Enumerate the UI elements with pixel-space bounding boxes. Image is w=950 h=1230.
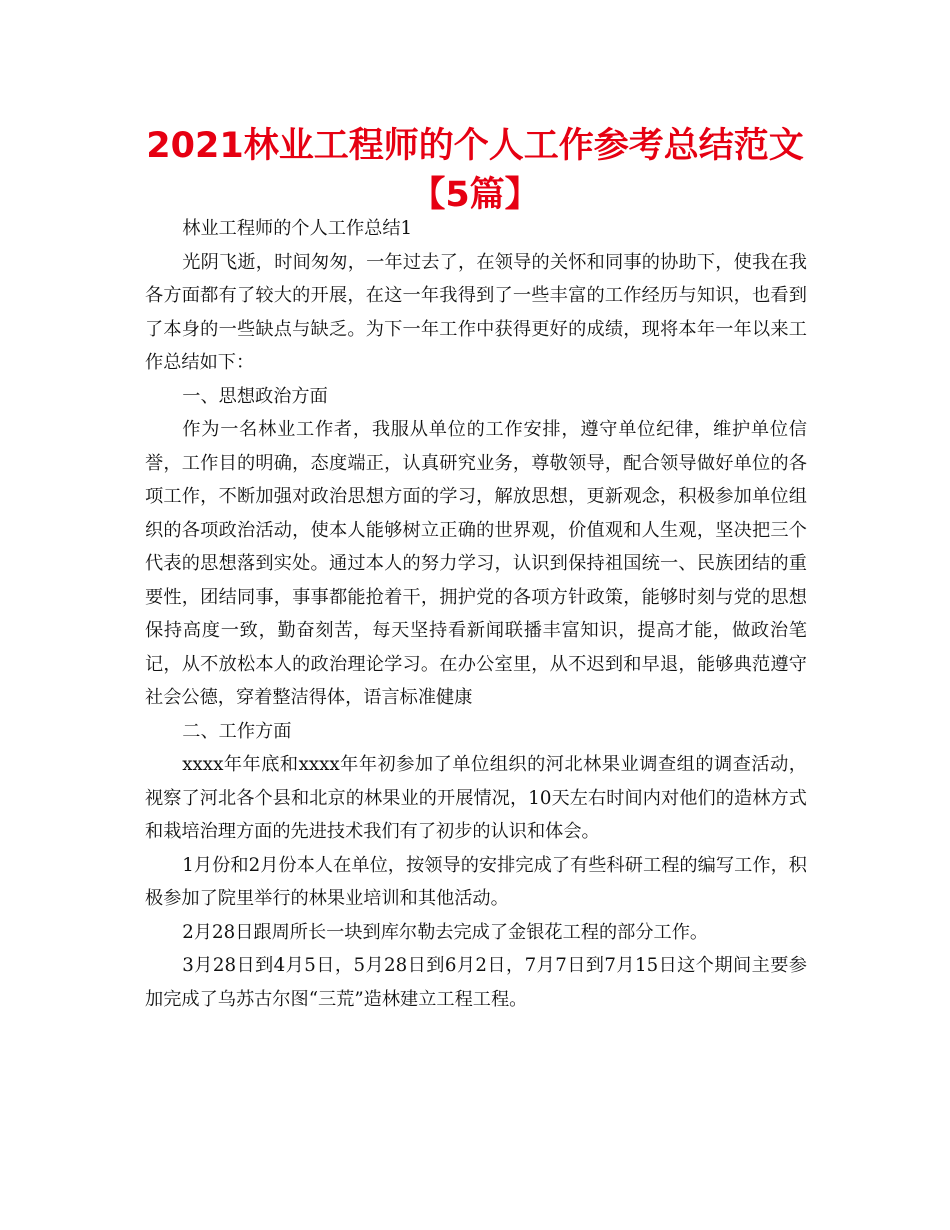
body-paragraph: xxxx年年底和xxxx年年初参加了单位组织的河北林果业调查组的调查活动，视察了河北各个县和北京的林果业的开展情况，10天左右时间内对他们的造林方式和栽培治理方面的先进技术我们有了初步的认识和体会。 bbox=[145, 754, 807, 842]
section-heading: 林业工程师的个人工作总结1 bbox=[182, 218, 413, 239]
section-heading: 二、工作方面 bbox=[182, 720, 292, 742]
body-paragraph: 光阴飞逝，时间匆匆，一年过去了，在领导的关怀和同事的协助下，使我在我各方面都有了较大的开展，在这一年我得到了一些丰富的工作经历与知识，也看到了本身的一些缺点与缺乏。为下一年工作中获得更好的成绩，现将本年一年以来工作总结如下： bbox=[145, 251, 807, 373]
body-paragraph: 1月份和2月份本人在单位，按领导的安排完成了有些科研工程的编写工作，积极参加了院里举行的林果业培训和其他活动。 bbox=[145, 854, 807, 909]
body-paragraph: 3月28日到4月5日，5月28日到6月2日，7月7日到7月15日这个期间主要参加完成了乌苏古尔图“三荒”造林建立工程工程。 bbox=[145, 955, 807, 1010]
document-title: 2021林业工程师的个人工作参考总结范文【5篇】 bbox=[146, 126, 804, 215]
body-paragraph: 2月28日跟周所长一块到库尔勒去完成了金银花工程的部分工作。 bbox=[182, 921, 709, 943]
section-heading: 一、思想政治方面 bbox=[182, 385, 328, 407]
document-body bbox=[145, 212, 807, 1016]
body-paragraph: 作为一名林业工作者，我服从单位的工作安排，遵守单位纪律，维护单位信誉，工作目的明确，态度端正，认真研究业务，尊敬领导，配合领导做好单位的各项工作，不断加强对政治思想方面的学习，解放思想，更新观念，积极参加单位组织的各项政治活动，使本人能够树立正确的世界观，价值观和人生观，坚决把三个代表的思想落到实处。通过本人的努力学习，认识到保持祖国统一、民族团结的重要性，团结同事，事事都能抢着干，拥护党的各项方针政策，能够时刻与党的思想保持高度一致，勤奋刻苦，每天坚持看新闻联播丰富知识，提高才能，做政治笔记，从不放松本人的政治理论学习。在办公室里，从不迟到和早退，能够典范遵守社会公德，穿着整洁得体，语言标准健康 bbox=[145, 419, 807, 708]
